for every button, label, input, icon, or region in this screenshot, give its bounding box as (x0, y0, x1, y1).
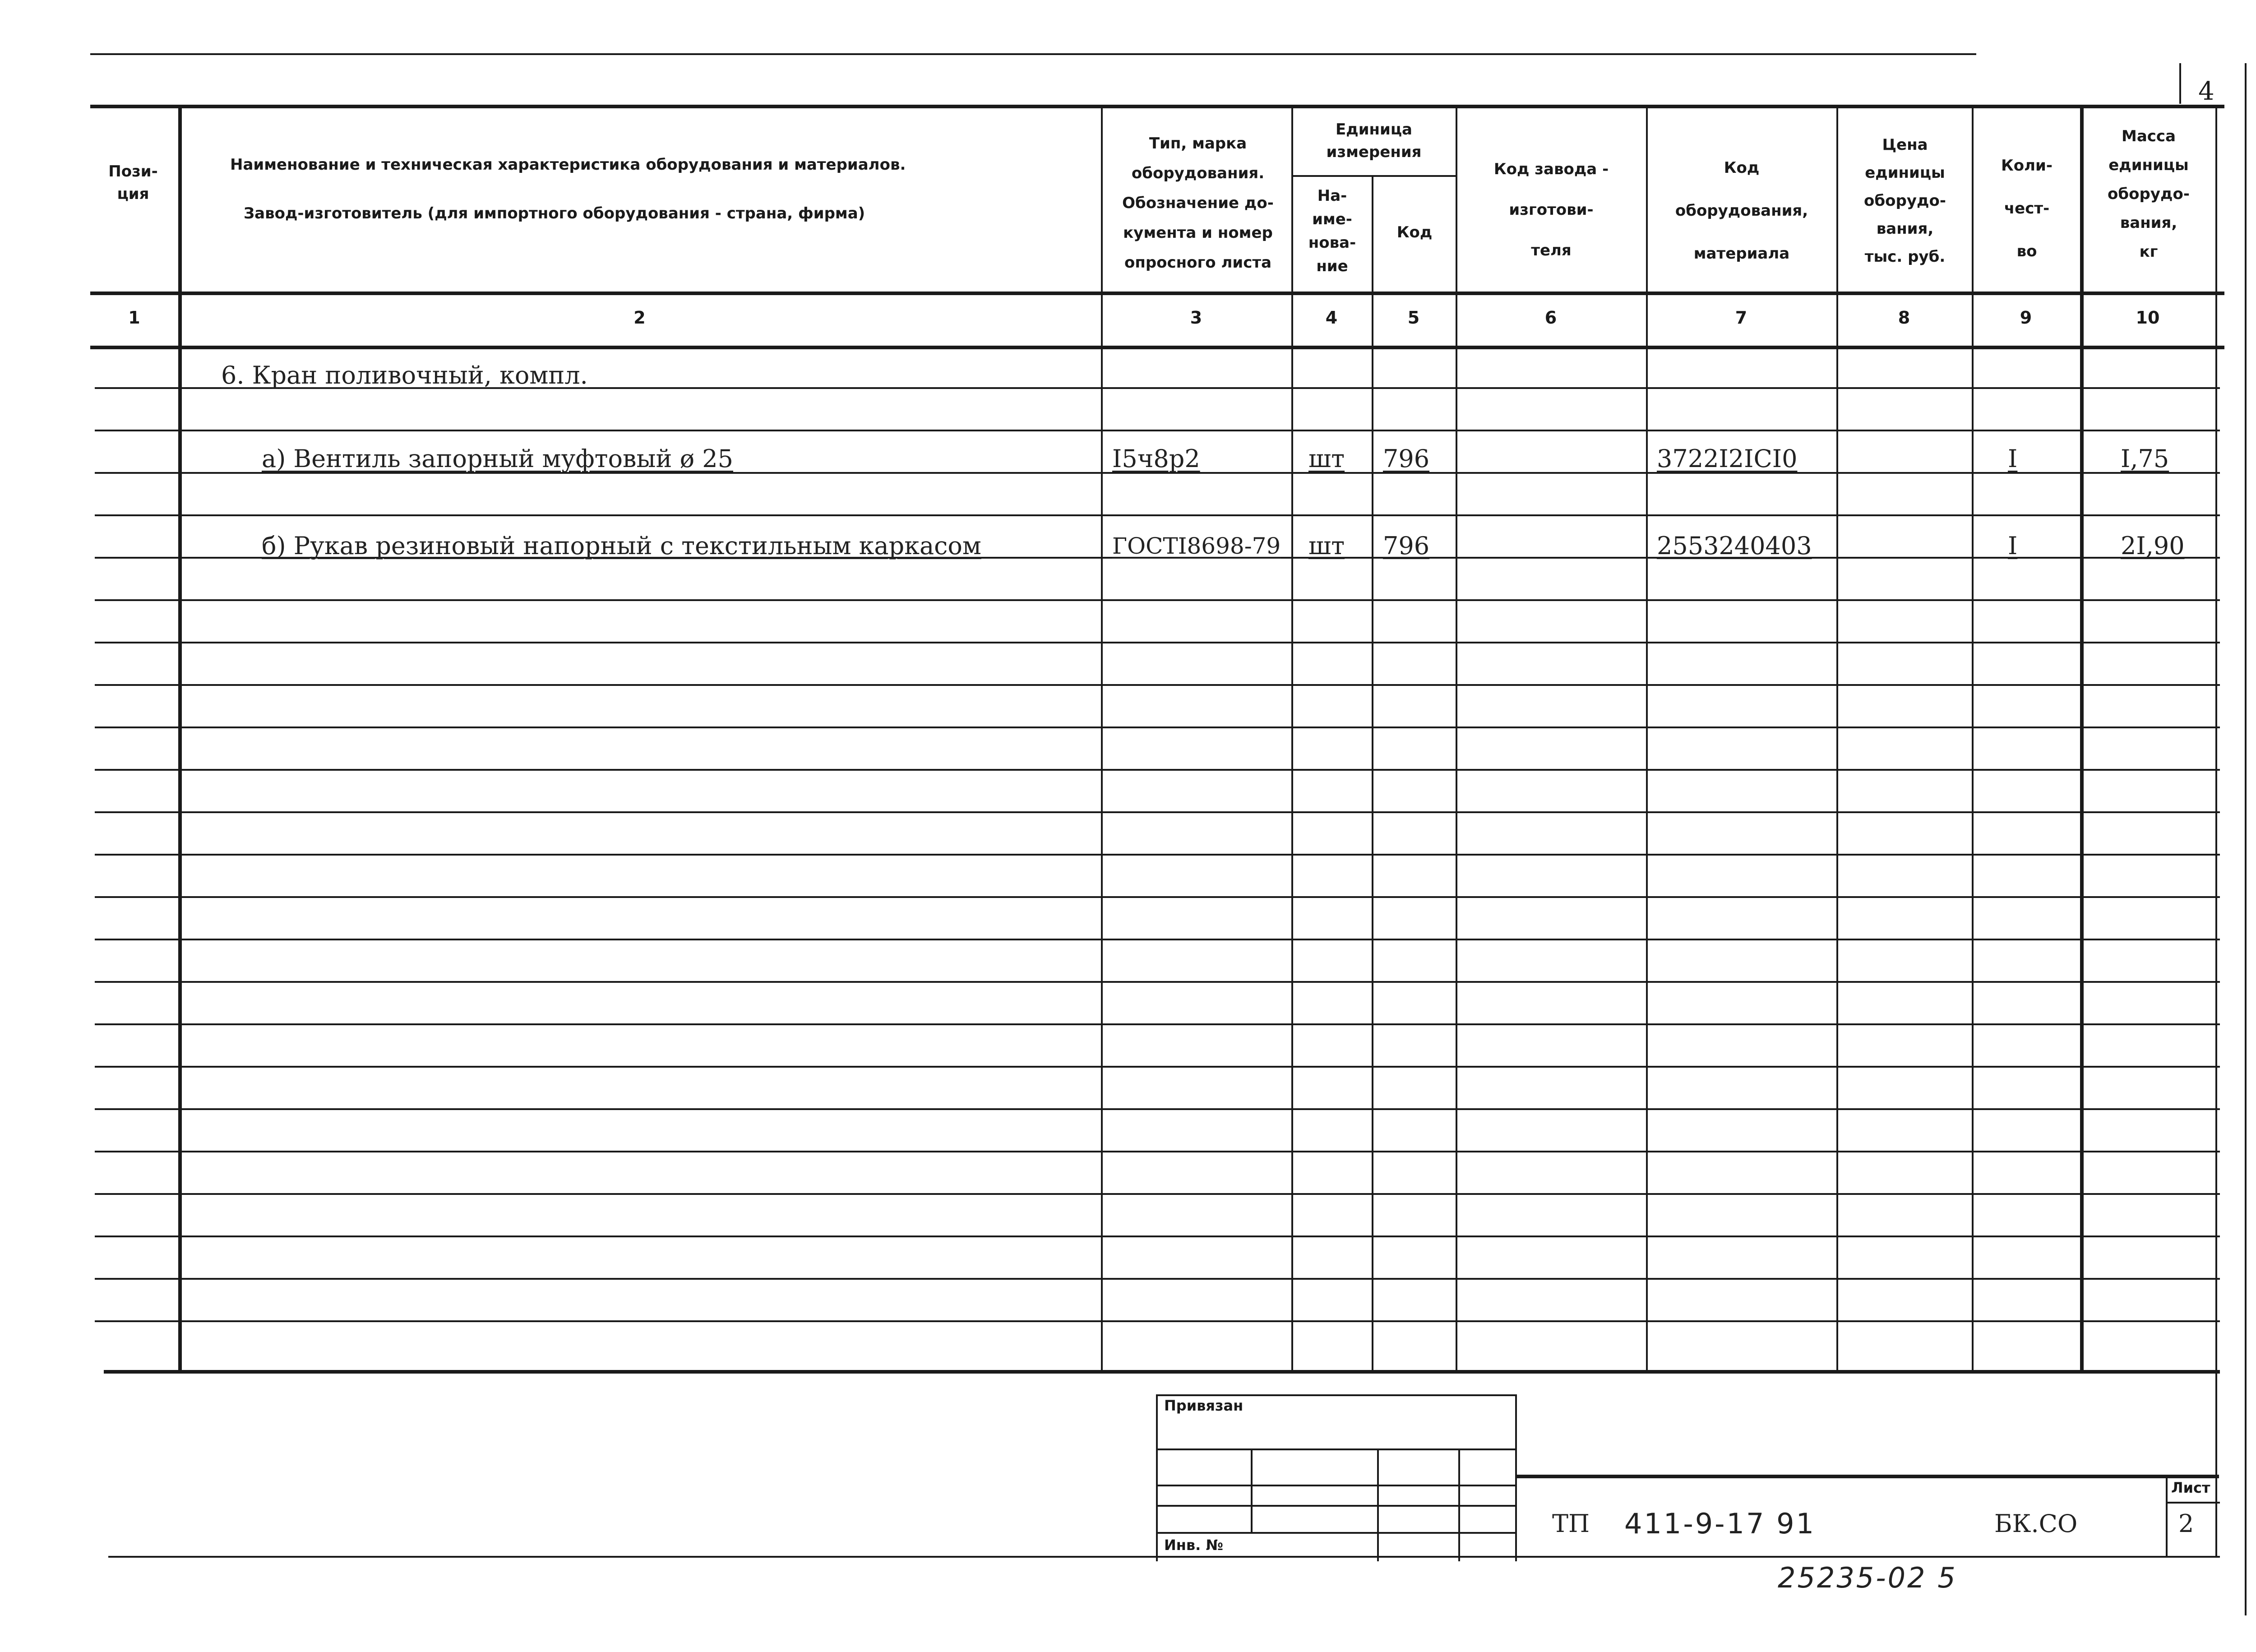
title-sheet-line (2166, 1502, 2220, 1504)
header-factory-code: Код завода - изготови- теля (1493, 160, 1609, 259)
colnum-5: 5 (1407, 308, 1420, 328)
row-line (95, 1193, 2220, 1195)
colnum-1: 1 (128, 308, 140, 328)
row-3-unit-code: 796 (1383, 532, 1430, 560)
row-1-name: 6. Кран поливочный, компл. (221, 361, 588, 389)
row-line (95, 1023, 2220, 1025)
stamp-line-3 (1156, 1505, 1517, 1507)
colnum-3: 3 (1190, 308, 1202, 328)
row-line (95, 1151, 2220, 1152)
colnum-4: 4 (1325, 308, 1338, 328)
header-unit-code: Код (1396, 223, 1433, 241)
col-divider-2 (1101, 105, 1103, 1372)
header-quantity: Коли- чест- во (2001, 157, 2053, 260)
col-divider-8 (1972, 105, 1974, 1372)
col-divider-4 (1372, 175, 1373, 1372)
col-divider-5 (1456, 105, 1457, 1372)
colnum-bottom-border (90, 346, 2224, 349)
header-position: Пози- ция (108, 162, 158, 203)
header-price: Цена единицы оборудо- вания, тыс. руб. (1864, 136, 1946, 266)
header-name-line2: Завод-изготовитель (для импортного оборудования - страна, фирма) (244, 204, 865, 222)
row-line (95, 727, 2220, 728)
row-line (95, 599, 2220, 601)
right-margin-line (2245, 63, 2247, 1615)
header-mass: Масса единицы оборудо- вания, кг (2108, 127, 2190, 261)
row-line (95, 1066, 2220, 1068)
stamp-col-2 (1377, 1448, 1379, 1561)
header-type-mark: Тип, марка оборудования. Обозначение до- кумента и номер опросного листа (1122, 134, 1274, 272)
row-2-name: а) Вентиль запорный муфтовый ø 25 (262, 444, 733, 473)
stamp-line-2 (1156, 1485, 1517, 1486)
row-3-qty: I (2008, 532, 2018, 560)
right-margin-tick (2179, 63, 2181, 104)
table-top-border (90, 105, 2224, 108)
row-2-unit: шт (1308, 444, 1345, 473)
row-line (95, 642, 2220, 643)
row-2-unit-code: 796 (1383, 444, 1430, 473)
row-2-type: I5ч8р2 (1112, 444, 1200, 473)
col-divider-9 (2080, 105, 2084, 1372)
colnum-9: 9 (2020, 308, 2032, 328)
stamp-col-1 (1251, 1448, 1253, 1532)
page-bottom-border (108, 1556, 2220, 1558)
row-3-code: 2553240403 (1657, 532, 1812, 560)
row-line (95, 939, 2220, 940)
row-line (95, 854, 2220, 856)
row-2-code: 3722I2ICI0 (1657, 444, 1798, 473)
header-bottom-border (90, 292, 2224, 295)
title-sheet-divider (2166, 1475, 2168, 1556)
row-3-name: б) Рукав резиновый напорный с текстильным каркасом (262, 532, 981, 560)
col-divider-6 (1646, 105, 1648, 1372)
col-divider-1 (178, 105, 182, 1372)
footer-handwritten-number: 25235-02 5 (1778, 1561, 1957, 1594)
stamp-inv: Инв. № (1164, 1536, 1223, 1554)
row-3-type: ГОСТI8698-79 (1112, 533, 1281, 559)
stamp-col-3 (1458, 1448, 1460, 1561)
stamp-top (1156, 1394, 1517, 1396)
row-line (95, 514, 2220, 516)
colnum-8: 8 (1898, 308, 1910, 328)
doc-number: 411-9-17 91 (1624, 1507, 1816, 1540)
section-code: БК.СО (1994, 1509, 2078, 1538)
stamp-privyazan: Привязан (1164, 1397, 1244, 1414)
unit-subheader-line (1291, 175, 1456, 177)
row-2-mass: I,75 (2121, 444, 2169, 473)
col-divider-7 (1836, 105, 1838, 1372)
sheet-number: 2 (2178, 1509, 2194, 1538)
stamp-line-4 (1156, 1532, 1517, 1534)
row-line (95, 769, 2220, 771)
col-divider-3 (1291, 105, 1293, 1372)
row-line (95, 981, 2220, 983)
page-number: 4 (2198, 77, 2214, 106)
header-name-line1: Наименование и техническая характеристика оборудования и материалов. (230, 156, 906, 174)
row-line (95, 1320, 2220, 1322)
colnum-10: 10 (2136, 308, 2160, 328)
row-line (95, 1236, 2220, 1237)
table-bottom-border (104, 1370, 2220, 1374)
top-rule (90, 53, 1976, 55)
header-equipment-code: Код оборудования, материала (1675, 159, 1808, 263)
header-unit-name: На- име- нова- ние (1308, 187, 1356, 275)
colnum-6: 6 (1544, 308, 1557, 328)
row-3-unit: шт (1308, 532, 1345, 560)
row-3-mass: 2I,90 (2121, 532, 2185, 560)
row-line (95, 896, 2220, 898)
header-unit-group: Единица измерения (1326, 120, 1422, 161)
row-line (95, 430, 2220, 431)
sheet-label: Лист (2171, 1479, 2210, 1496)
doc-code: ТП (1552, 1509, 1590, 1538)
row-line (95, 1278, 2220, 1280)
stamp-line-1 (1156, 1448, 1517, 1450)
title-top (1515, 1475, 2219, 1478)
colnum-2: 2 (633, 308, 646, 328)
row-2-qty: I (2008, 444, 2018, 473)
row-line (95, 684, 2220, 686)
row-line (95, 811, 2220, 813)
row-line (95, 1108, 2220, 1110)
col-divider-10 (2215, 105, 2217, 1558)
colnum-7: 7 (1735, 308, 1747, 328)
stamp-left (1156, 1394, 1158, 1561)
